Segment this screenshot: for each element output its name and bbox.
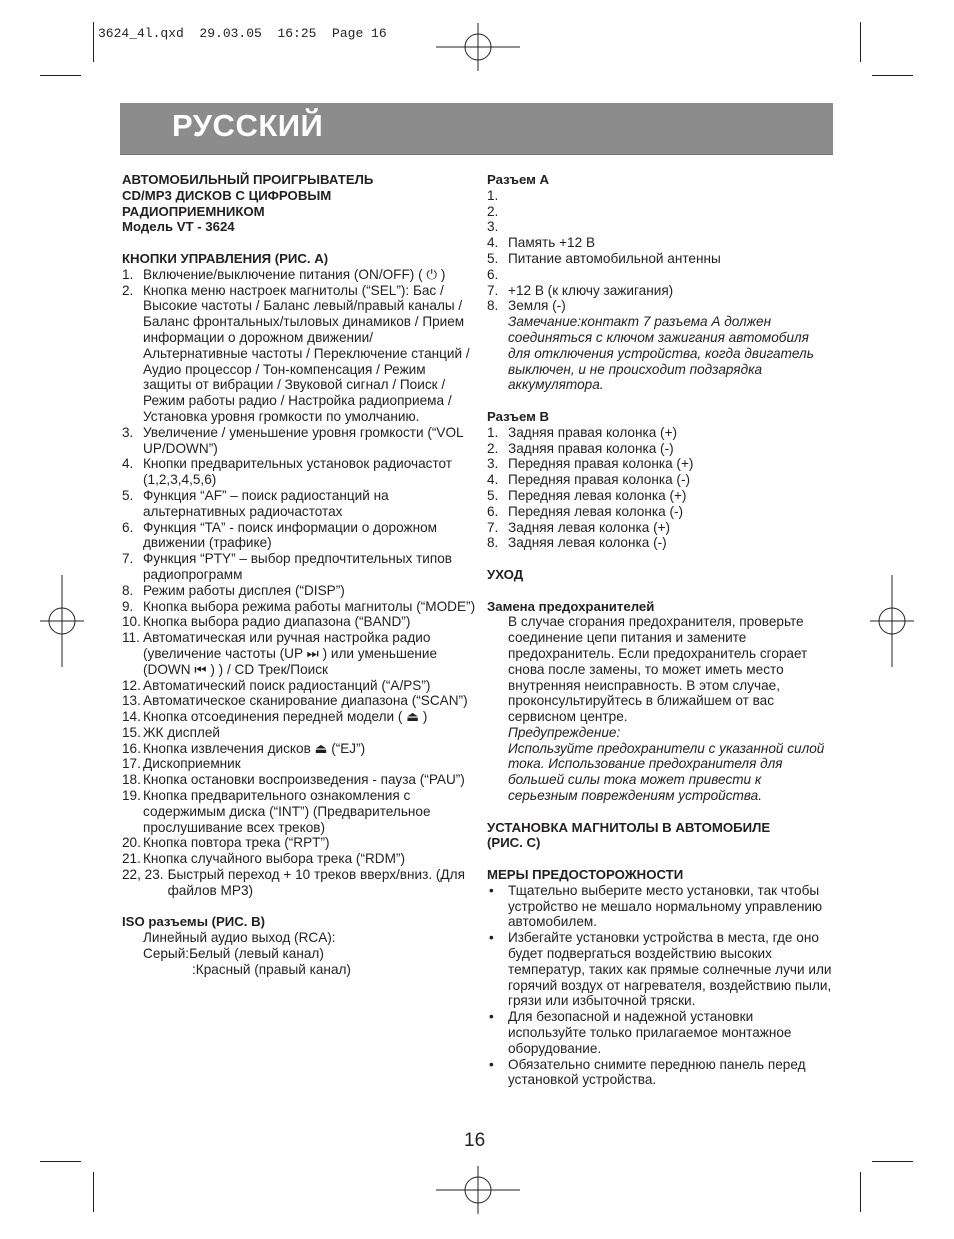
connector-b-pin-text: Передняя левая колонка (+) [508,487,687,503]
control-item [122,772,477,788]
control-item-text: Быстрый переход + 10 треков вверх/вниз. (Для файлов MP3) [167,867,465,898]
control-item [122,851,477,867]
control-item-number: 13. [122,693,141,709]
model-line: Модель VT - 3624 [122,219,235,235]
control-item-text: Функция “TA” - поиск информации о дорожном движении (трафике) [143,519,437,551]
control-item [122,456,477,488]
control-item-number: 18. [122,772,141,788]
control-item-number: 22, 23. [122,867,164,883]
control-item [122,425,477,457]
control-item [122,867,477,899]
control-item-text: Кнопка отсоединения передней модели ( ⏏ ) [143,709,428,725]
control-item [122,283,477,425]
registration-mark-top [436,23,520,71]
connector-a-pin-text: +12 В (к ключу зажигания) [508,282,674,298]
connector-a-pin [487,267,832,283]
connector-a-pin-number: 2. [487,203,499,219]
control-item [122,741,477,757]
crop-mark-bottom-right-v [860,1172,861,1212]
connector-b-pin-number: 5. [487,487,499,503]
connector-a-pin-number: 1. [487,187,499,203]
connector-b-heading: Разъем В [487,408,550,424]
control-item-text: Функция “AF” – поиск радиостанций на альтернативных радиочастотах [143,487,389,519]
control-item [122,488,477,520]
control-item-text: ЖК дисплей [143,724,221,740]
connector-a-pin-number: 3. [487,219,499,235]
connector-b-pin-number: 7. [487,519,499,535]
control-item-text: Увеличение / уменьшение уровня громкости (“VOL UP/DOWN”) [143,424,464,456]
connector-a-pin [487,219,832,235]
crop-mark-bottom-left-v [93,1172,94,1212]
connector-a-pin-text [508,267,832,283]
connector-a-pin [487,235,832,251]
control-item-number: 2. [122,282,134,298]
control-item-number: 8. [122,582,134,598]
control-item-number: 7. [122,551,134,567]
control-item [122,583,477,599]
control-item-text: Автоматическое сканирование диапазона (“SCAN”) [143,693,468,709]
connector-b-pin-text: Передняя правая колонка (+) [508,456,694,472]
control-item [122,630,477,677]
precautions-list [487,883,832,1088]
language-title: РУССКИЙ [172,108,324,143]
right-column [487,172,832,1088]
connector-b-pin-text: Задняя левая колонка (-) [508,535,667,551]
product-title-line: CD/MP3 ДИСКОВ С ЦИФРОВЫМ [122,187,332,203]
bullet-icon: • [489,1056,494,1072]
precaution-item [487,1009,832,1056]
connector-a-pin-text: Память +12 В [508,235,596,251]
control-item-number: 9. [122,598,134,614]
language-banner [120,103,833,155]
connector-a-pin-text [508,219,832,235]
connector-a-pin-text: Питание автомобильной антенны [508,250,721,266]
connector-a-pin-text: Земля (-) [508,298,566,314]
crop-mark-top-right-h [872,75,913,76]
warning-text: Используйте предохранители с указанной силой тока. Использование предохранителя для большей силы тока может привести к серьезным повреждениям устройства. [508,740,825,804]
connector-a-pin [487,283,832,299]
product-title-line: РАДИОПРИЕМНИКОМ [122,203,265,219]
install-heading-fig: (РИС. С) [487,835,541,851]
iso-line: :Красный (правый канал) [192,961,351,977]
precautions-heading: МЕРЫ ПРЕДОСТОРОЖНОСТИ [487,867,684,883]
control-item [122,725,477,741]
control-item-text: Функция “PTY” – выбор предпочтительных типов радиопрограмм [143,551,453,582]
control-item-number: 20. [122,835,141,851]
connector-a-pin-number: 6. [487,266,499,282]
crop-mark-top-left-h [40,75,81,76]
warning-label: Предупреждение: [508,724,621,740]
connector-b-pin-number: 2. [487,440,499,456]
crop-mark-top-right-v [860,22,861,62]
control-item-number: 6. [122,519,134,535]
control-item-text: Кнопка выбора радио диапазона (“BAND”) [143,614,411,630]
control-item-number: 12. [122,677,141,693]
connector-a-list [487,188,832,314]
connector-a-pin [487,204,832,220]
connector-b-pin [487,472,832,488]
control-item [122,599,477,615]
connector-b-pin [487,535,832,551]
print-slug: 3624_4l.qxd 29.03.05 16:25 Page 16 [98,26,387,41]
control-item [122,678,477,694]
control-item-number: 11. [122,630,140,646]
page-number: 16 [464,1130,486,1151]
connector-a-pin [487,188,832,204]
crop-mark-top-left-v [93,22,94,62]
connector-a-pin-text [508,188,832,204]
precaution-item [487,883,832,930]
control-item [122,551,477,583]
control-item-text: Кнопка случайного выбора трека (“RDM”) [143,851,405,867]
connector-a-pin [487,251,832,267]
connector-b-pin-text: Передняя левая колонка (-) [508,503,684,519]
control-item-text: Дископриемник [143,756,241,772]
connector-b-pin [487,488,832,504]
connector-b-pin-number: 4. [487,472,499,488]
controls-list [122,267,477,899]
connector-b-pin [487,504,832,520]
install-heading: УСТАНОВКА МАГНИТОЛЫ В АВТОМОБИЛЕ [487,819,771,835]
connector-b-pin [487,441,832,457]
control-item-text: Автоматический поиск радиостанций (“A/PS”) [143,677,431,693]
connector-a-pin-number: 7. [487,282,499,298]
precaution-item [487,930,832,1009]
connector-b-pin-text: Задняя правая колонка (+) [508,424,678,440]
registration-mark-right [868,575,916,667]
connector-b-pin-number: 6. [487,503,499,519]
control-item [122,520,477,552]
control-item [122,788,477,835]
connector-b-pin-text: Передняя правая колонка (-) [508,472,691,488]
bullet-icon: • [489,930,494,946]
control-item-text: Кнопка остановки воспроизведения - пауза (“PAU”) [143,772,465,788]
precaution-item [487,1057,832,1089]
control-item [122,267,477,283]
connector-a-pin-text [508,204,832,220]
connector-a-pin [487,298,832,314]
iso-line: Линейный аудио выход (RCA): [143,930,336,946]
connector-b-list [487,425,832,551]
connector-a-heading: Разъем А [487,172,550,187]
fuse-text: В случае сгорания предохранителя, проверьте соединение цепи питания и замените предохранитель. Если предохранитель сгорает снова после замены, то может иметь место внутренняя неисправность. В этом случае, проконсультируйтесь в ближайшем от вас сервисном центре. [508,614,808,725]
control-item-number: 4. [122,456,134,472]
precaution-text: Для безопасной и надежной установки используйте только прилагаемое монтажное оборудование. [508,1009,792,1056]
control-item-number: 17. [122,756,141,772]
connector-b-pin [487,520,832,536]
control-item-number: 15. [122,724,141,740]
control-item-text: Кнопка повтора трека (“RPT”) [143,835,330,851]
control-item [122,614,477,630]
crop-mark-bottom-right-h [872,1161,913,1162]
left-column [122,172,477,978]
control-item [122,756,477,772]
control-item-number: 16. [122,740,141,756]
connector-b-pin-number: 1. [487,424,499,440]
control-item-text: Кнопка извлечения дисков ⏏ (“EJ”) [143,740,366,756]
connector-a-note: Замечание:контакт 7 разъема А должен соединяться с ключом зажигания автомобиля для отключения устройства, когда двигатель выключен, и не происходит подзарядка аккумулятора. [508,314,814,393]
control-item [122,709,477,725]
connector-b-pin [487,456,832,472]
control-item-number: 19. [122,788,141,804]
bullet-icon: • [489,1009,494,1025]
control-item-number: 1. [122,266,134,282]
product-title-line: АВТОМОБИЛЬНЫЙ ПРОИГРЫВАТЕЛЬ [122,172,374,187]
control-item-text: Кнопка меню настроек магнитолы (“SEL”): Бас / Высокие частоты / Баланс левый/правый каналы / Баланс фронтальных/тыловых динамиков / Прием информации о дорожном движении/ Альтернативные частоты / Переключение станций / Аудио процессор / Тон-компенсация / Режим защиты от вибрации / Звуковой сигнал / Поиск / Режим работы радио / Настройка радиоприема / Установка уровня громкости по умолчанию. [143,282,470,424]
iso-heading: ISO разъемы (РИС. В) [122,914,266,930]
connector-a-pin-number: 4. [487,235,499,251]
precaution-text: Избегайте установки устройства в места, где оно будет подвергаться воздействию высоких температур, таких как прямые солнечные лучи или горячий воздух от нагревателя, воздействию пыли, грязи или избыточной тряски. [508,930,832,1009]
controls-heading: КНОПКИ УПРАВЛЕНИЯ (РИС. А) [122,250,329,266]
control-item-text: Включение/выключение питания (ON/OFF) ( ⏻ ) [143,266,446,282]
connector-a-pin-number: 8. [487,298,499,314]
connector-b-pin-text: Задняя левая колонка (+) [508,519,671,535]
connector-b-pin-number: 3. [487,456,499,472]
control-item-number: 3. [122,424,134,440]
control-item-number: 21. [122,851,141,867]
connector-b-pin [487,425,832,441]
control-item-text: Режим работы дисплея (“DISP”) [143,582,345,598]
control-item-text: Кнопки предварительных установок радиочастот (1,2,3,4,5,6) [143,456,453,488]
control-item [122,693,477,709]
connector-b-pin-number: 8. [487,535,499,551]
registration-mark-left [38,575,86,667]
control-item-number: 5. [122,487,134,503]
registration-mark-bottom [436,1166,520,1214]
connector-b-pin-text: Задняя правая колонка (-) [508,440,674,456]
control-item-number: 10. [122,614,141,630]
connector-a-pin-number: 5. [487,250,499,266]
iso-line: Серый:Белый (левый канал) [143,946,324,962]
care-heading: УХОД [487,566,524,582]
precaution-text: Обязательно снимите переднюю панель перед установкой устройства. [508,1056,806,1088]
control-item-text: Автоматическая или ручная настройка радио (увеличение частоты (UP ⏭ ) или уменьшение (DOWN ⏮ ) ) / CD Трек/Поиск [143,630,438,677]
control-item-text: Кнопка выбора режима работы магнитолы (“MODE”) [143,598,476,614]
bullet-icon: • [489,882,494,898]
control-item-text: Кнопка предварительного ознакомления с содержимым диска (“INT”) (Предварительное прослушивание всех треков) [143,788,431,835]
fuse-heading: Замена предохранителей [487,598,655,614]
control-item-number: 14. [122,709,141,725]
crop-mark-bottom-left-h [40,1161,81,1162]
precaution-text: Тщательно выберите место установки, так чтобы устройство не мешало нормальному управлению автомобилем. [508,882,823,930]
control-item [122,835,477,851]
